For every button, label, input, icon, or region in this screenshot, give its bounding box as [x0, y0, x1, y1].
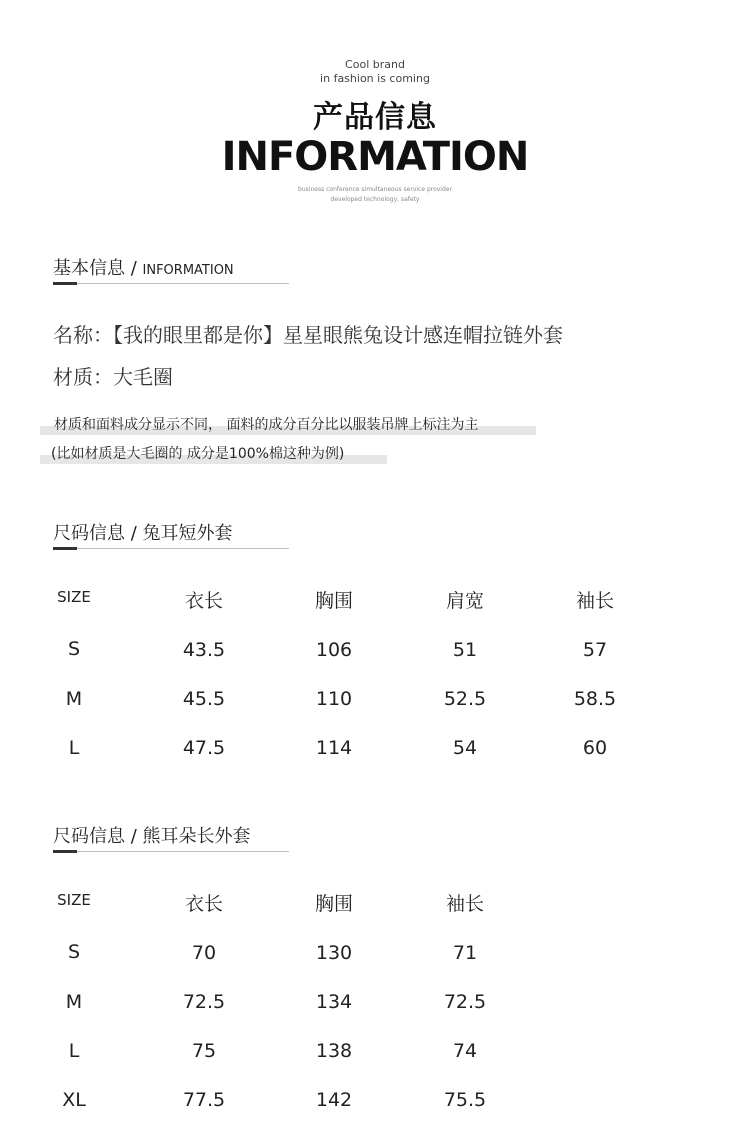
table2-cell: 72.5: [182, 991, 226, 1013]
table2-cell: 134: [315, 991, 353, 1013]
table2-header-length: 衣长: [184, 893, 223, 915]
table2-cell: 130: [315, 942, 353, 964]
note-line-1: 材质和面料成分显示不同， 面料的成分百分比以服装吊牌上标注为主: [54, 417, 479, 433]
product-name: 名称：【我的眼里都是你】星星眼熊兔设计感连帽拉链外套: [53, 323, 563, 347]
table1-cell: 114: [315, 737, 353, 759]
table1-cell: 47.5: [182, 737, 226, 759]
table1-cell: L: [68, 737, 80, 759]
basic-info-divider: [53, 283, 289, 284]
table2-cell: 77.5: [182, 1089, 226, 1111]
table1-header-size: SIZE: [57, 588, 91, 606]
table1-cell: 51: [452, 639, 478, 661]
table1-header-length: 衣长: [184, 590, 223, 612]
size-table-1-heading: 尺码信息 / 兔耳短外套: [53, 523, 233, 544]
table1-cell: M: [65, 688, 83, 710]
table1-cell: 60: [582, 737, 608, 759]
table2-cell: M: [65, 991, 83, 1013]
table1-cell: 58.5: [573, 688, 617, 710]
table1-cell: 45.5: [182, 688, 226, 710]
page-title-cn: 产品信息: [313, 100, 437, 135]
product-material: 材质：大毛圈: [53, 365, 173, 389]
table1-header-chest: 胸围: [314, 590, 353, 612]
table2-cell: 71: [452, 942, 478, 964]
basic-info-heading-en: INFORMATION: [142, 263, 234, 278]
table1-cell: 54: [452, 737, 478, 759]
tagline-top-2: in fashion is coming: [320, 72, 430, 85]
table2-cell: 72.5: [443, 991, 487, 1013]
table2-cell: 142: [315, 1089, 353, 1111]
table1-cell: 110: [315, 688, 353, 710]
table2-cell: 75.5: [443, 1089, 487, 1111]
table2-header-sleeve: 袖长: [445, 893, 484, 915]
size-table-2-heading: 尺码信息 / 熊耳朵长外套: [53, 826, 251, 847]
table2-cell: 75: [191, 1040, 217, 1062]
table2-cell: 70: [191, 942, 217, 964]
size-table-2-accent: [53, 850, 77, 853]
size-table-1-accent: [53, 547, 77, 550]
tagline-bottom-2: developed technology, safety: [330, 196, 420, 203]
table1-cell: 57: [582, 639, 608, 661]
note-line-2: (比如材质是大毛圈的 成分是100%棉这种为例): [51, 446, 345, 462]
table2-cell: 74: [452, 1040, 478, 1062]
table2-cell: 138: [315, 1040, 353, 1062]
table1-cell: S: [67, 638, 81, 660]
tagline-top-1: Cool brand: [345, 58, 405, 71]
basic-info-accent: [53, 282, 77, 285]
size-table-1-divider: [53, 548, 289, 549]
table2-cell: L: [68, 1040, 80, 1062]
table2-header-size: SIZE: [57, 891, 91, 909]
table1-cell: 43.5: [182, 639, 226, 661]
table1-header-sleeve: 袖长: [575, 590, 614, 612]
size-table-2-divider: [53, 851, 289, 852]
table1-header-shoulder: 肩宽: [445, 590, 484, 612]
table2-header-chest: 胸围: [314, 893, 353, 915]
table1-cell: 106: [315, 639, 353, 661]
page-title-en: INFORMATION: [221, 134, 529, 180]
table1-cell: 52.5: [443, 688, 487, 710]
table2-cell: S: [67, 941, 81, 963]
basic-info-heading-cn: 基本信息 /: [53, 258, 143, 279]
tagline-bottom-1: business conference simultaneous service provider: [298, 186, 452, 193]
table2-cell: XL: [62, 1089, 86, 1111]
basic-info-heading: [53, 254, 289, 280]
